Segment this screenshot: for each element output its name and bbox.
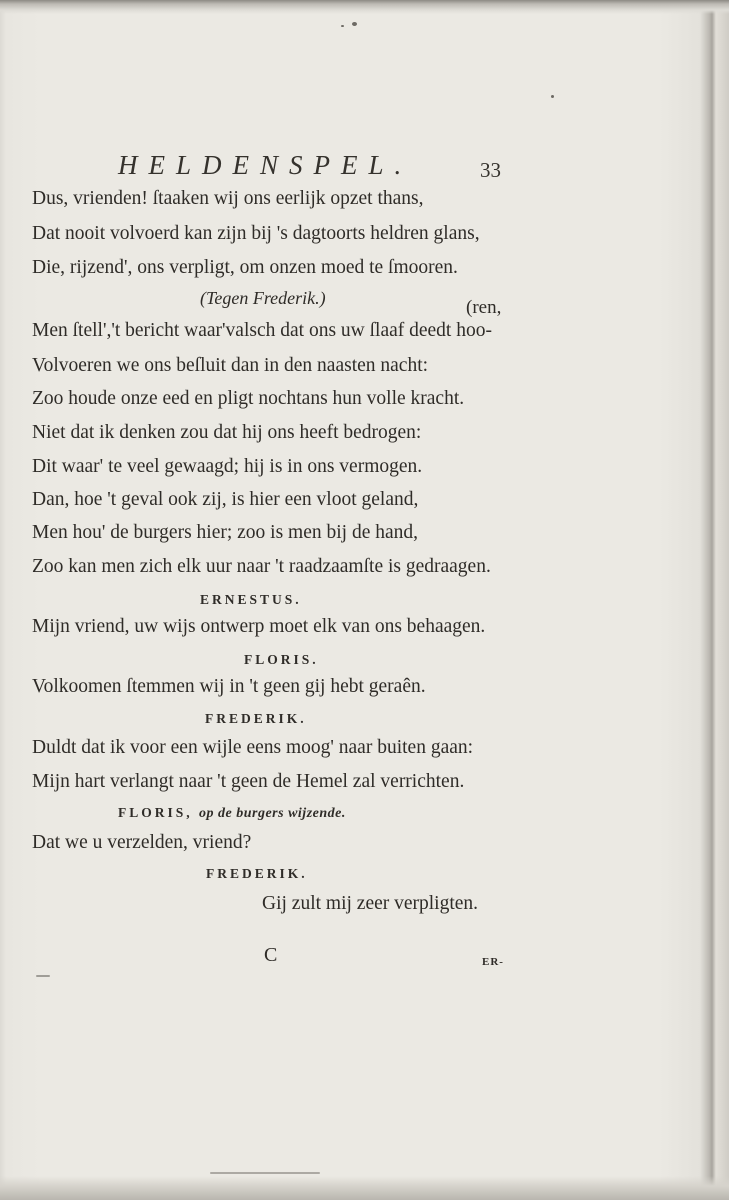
running-title: HELDENSPEL. <box>118 150 413 180</box>
stage-direction: (Tegen Frederik.) <box>200 288 326 308</box>
verse-line: Die, rijzend', ons verpligt, om onzen moed te ſmooren. <box>32 257 458 278</box>
speaker-ernestus: ERNESTUS. <box>200 592 302 607</box>
speaker-frederik-second: FREDERIK. <box>206 866 308 881</box>
speaker-floris-direction <box>118 805 346 822</box>
verse-line: Zoo kan men zich elk uur naar 't raadzaamſte is gedraagen. <box>32 556 491 577</box>
speaker-frederik: FREDERIK. <box>205 711 307 726</box>
verse-line: Mijn vriend, uw wijs ontwerp moet elk van ons behaagen. <box>32 616 486 637</box>
verse-line: Duldt dat ik voor een wijle eens moog' naar buiten gaan: <box>32 737 474 758</box>
verse-line: Men ſtell','t bericht waar'valsch dat ons uw ſlaaf deedt hoo- <box>32 320 492 341</box>
speaker-stage-direction: op de burgers wijzende. <box>199 806 346 821</box>
verse-line: Dit waar' te veel gewaagd; hij is in ons vermogen. <box>32 456 423 477</box>
ink-speck <box>36 975 50 977</box>
verse-line: Dat nooit volvoerd kan zijn bij 's dagtoorts heldren glans, <box>32 223 480 244</box>
verse-line: Volkoomen ſtemmen wij in 't geen gij hebt geraên. <box>32 676 426 697</box>
verse-line: Dan, hoe 't geval ook zij, is hier een vloot geland, <box>32 489 419 510</box>
ink-speck <box>341 25 344 27</box>
verse-line: Men hou' de burgers hier; zoo is men bij de hand, <box>32 522 419 543</box>
signature-mark: C <box>264 944 278 966</box>
verse-line: Niet dat ik denken zou dat hij ons heeft bedrogen: <box>32 422 422 443</box>
turnover-text: (ren, <box>466 297 502 318</box>
verse-line: Dus, vrienden! ſtaaken wij ons eerlijk opzet thans, <box>32 188 424 209</box>
speaker-floris: FLORIS. <box>244 652 319 667</box>
verse-line: Gij zult mij zeer verpligten. <box>262 893 479 914</box>
verse-line: Volvoeren we ons beſluit dan in den naasten nacht: <box>32 355 429 376</box>
speaker-name: FLORIS, <box>118 805 193 820</box>
page-number: 33 <box>480 158 501 182</box>
ink-speck <box>551 95 554 98</box>
ink-speck <box>210 1172 320 1174</box>
catchword: ER- <box>482 956 504 968</box>
verse-line: Dat we u verzelden, vriend? <box>32 832 252 853</box>
verse-line: Mijn hart verlangt naar 't geen de Hemel zal verrichten. <box>32 771 465 792</box>
ink-speck <box>352 22 357 26</box>
verse-line: Zoo houde onze eed en pligt nochtans hun volle kracht. <box>32 388 465 409</box>
